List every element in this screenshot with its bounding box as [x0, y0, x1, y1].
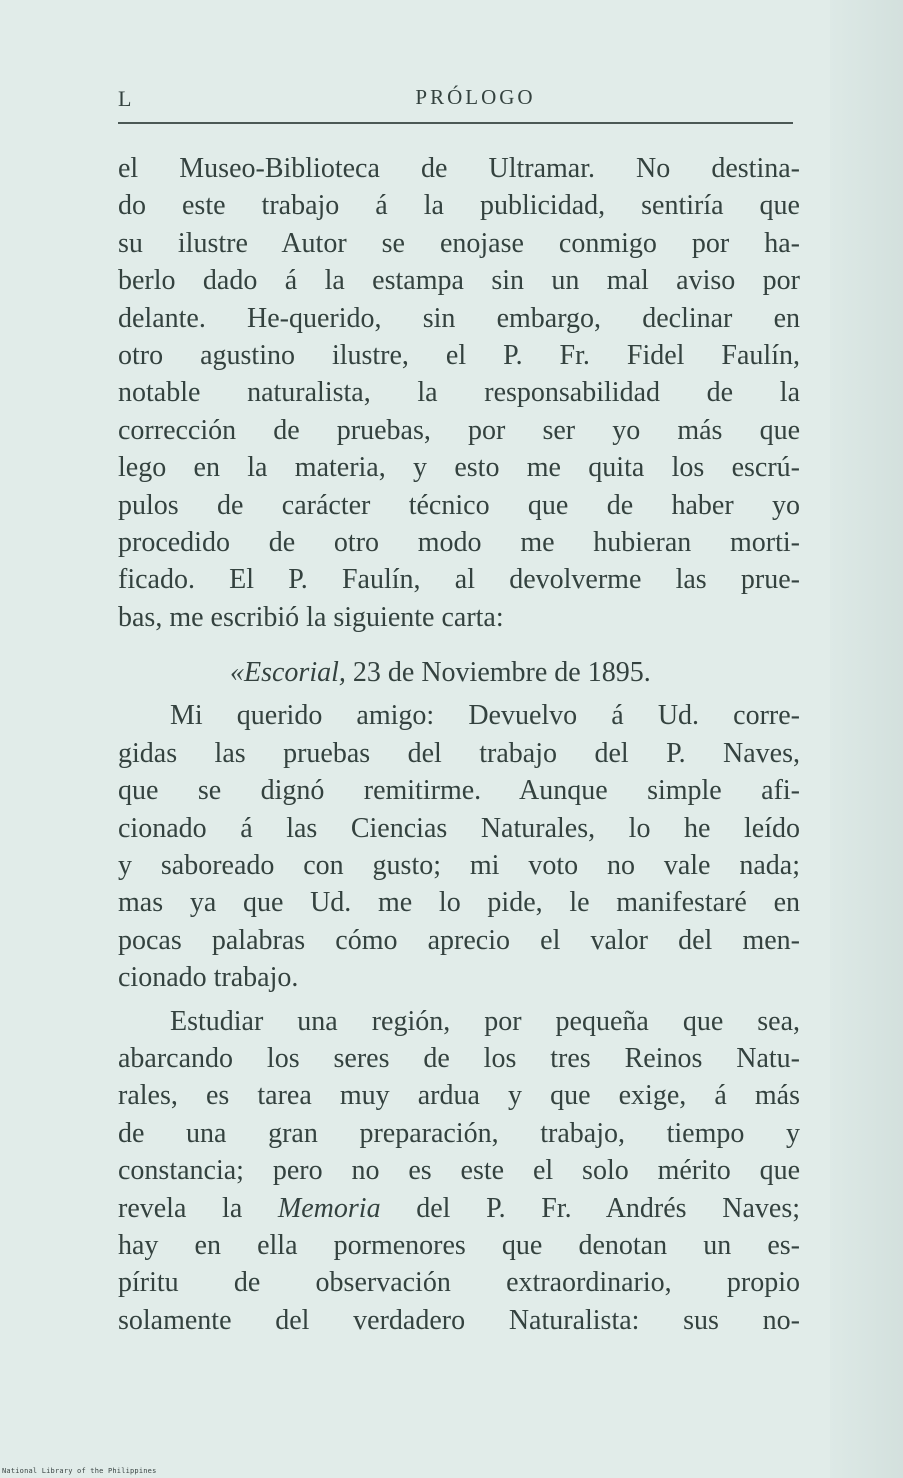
letter-date: 23 de Noviembre de 1895. [352, 657, 651, 689]
letter-dateline [118, 654, 800, 691]
text-line: píritu de observación extraordinario, propio [118, 1267, 800, 1299]
text-line: ficado. El P. Faulín, al devolverme las prue- [118, 564, 800, 596]
text-line-with-italic [118, 1190, 800, 1227]
text-line: corrección de pruebas, por ser yo más que [118, 414, 800, 446]
text-line: de una gran preparación, trabajo, tiempo y [118, 1117, 800, 1149]
text-line: su ilustre Autor se enojase conmigo por ha- [118, 227, 800, 259]
header-rule [118, 122, 793, 124]
text-line: cionado trabajo. [118, 962, 299, 994]
text-line: constancia; pero no es este el solo mérito que [118, 1155, 800, 1187]
text-line: gidas las pruebas del trabajo del P. Naves, [118, 737, 800, 769]
text-line: rales, es tarea muy ardua y que exige, á más [118, 1080, 800, 1112]
page-edge-shadow [830, 0, 903, 1478]
paragraph-2 [118, 697, 800, 996]
text-line: berlo dado á la estampa sin un mal aviso por [118, 265, 800, 297]
text-line: delante. He-querido, sin embargo, declinar en [118, 302, 800, 334]
text-line: Mi querido amigo: Devuelvo á Ud. corre- [170, 700, 800, 732]
text-line: mas ya que Ud. me lo pide, le manifestaré en [118, 887, 800, 919]
text-line: el Museo-Biblioteca de Ultramar. No destina- [118, 153, 800, 184]
text-line: solamente del verdadero Naturalista: sus no- [118, 1304, 800, 1336]
text-line: hay en ella pormenores que denotan un es- [118, 1229, 800, 1261]
paragraph-3 [118, 1003, 800, 1340]
text-run: del P. Fr. Andrés Naves; [380, 1192, 800, 1224]
text-line: otro agustino ilustre, el P. Fr. Fidel Faulín, [118, 339, 800, 371]
text-line: Estudiar una región, por pequeña que sea, [170, 1005, 800, 1037]
italic-title: Memoria [277, 1192, 381, 1224]
text-line: cionado á las Ciencias Naturales, lo he leído [118, 812, 800, 844]
page-number: L [118, 86, 133, 111]
text-run: revela la [118, 1192, 278, 1224]
text-line: y saboreado con gusto; mi voto no vale nada; [118, 850, 800, 882]
letter-place: «Escorial, [230, 657, 346, 689]
text-line: notable naturalista, la responsabilidad de la [118, 377, 800, 409]
body-text [118, 150, 800, 1339]
text-line: bas, me escribió la siguiente carta: [118, 601, 504, 633]
text-line: procedido de otro modo me hubieran morti- [118, 526, 800, 558]
text-line: lego en la materia, y esto me quita los escrú- [118, 452, 800, 484]
text-line: pulos de carácter técnico que de haber yo [118, 489, 800, 521]
running-head [118, 80, 793, 120]
text-line: que se dignó remitirme. Aunque simple afi- [118, 775, 800, 807]
running-head-title: PRÓLOGO [415, 85, 536, 109]
text-line: abarcando los seres de los tres Reinos Natu- [118, 1042, 800, 1074]
text-line: pocas palabras cómo aprecio el valor del men- [118, 924, 800, 956]
footer-credit: National Library of the Philippines [2, 1467, 157, 1475]
text-line: do este trabajo á la publicidad, sentiría que [118, 190, 800, 222]
paragraph-1 [118, 150, 800, 636]
